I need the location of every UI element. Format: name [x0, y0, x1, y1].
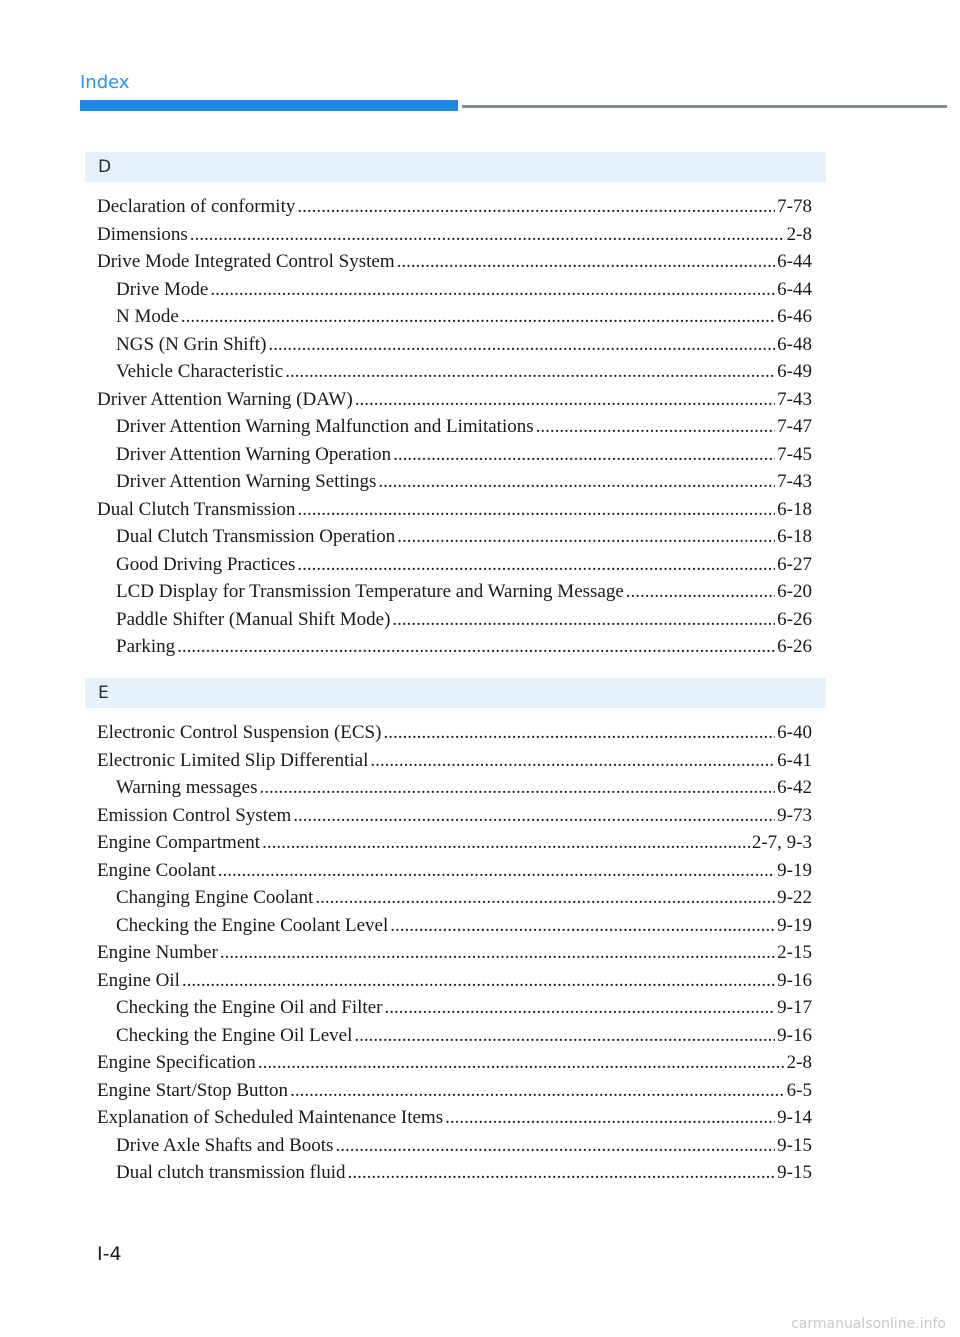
entry-label: Engine Start/Stop Button: [97, 1079, 289, 1101]
dot-leader: [297, 499, 775, 521]
header-rule-divider: [462, 105, 947, 108]
entry-label: Vehicle Characteristic: [116, 361, 284, 382]
dot-leader: [397, 251, 776, 273]
entry-label: Checking the Engine Coolant Level: [116, 914, 389, 936]
dot-leader: [536, 416, 776, 438]
entry-label: N Mode: [116, 306, 179, 327]
watermark: carmanualsonline.info: [791, 1316, 946, 1332]
entry-label: Dimensions: [97, 223, 188, 245]
entry-page-ref: 6-44: [777, 251, 812, 272]
entry-page-ref: 9-22: [777, 887, 812, 908]
dot-leader: [297, 196, 775, 218]
index-entry: [97, 970, 812, 998]
entry-page-ref: 2-8: [786, 1052, 812, 1073]
index-entry: [97, 750, 812, 778]
index-entry: [97, 832, 812, 860]
dot-leader: [290, 1080, 785, 1102]
index-entry: [97, 306, 812, 334]
index-entry: [97, 251, 812, 279]
dot-leader: [390, 915, 775, 937]
entry-label: Engine Coolant: [97, 859, 216, 881]
entry-page-ref: 6-40: [777, 722, 812, 743]
entry-label: Driver Attention Warning Malfunction and Limitations: [116, 416, 534, 437]
page-header-title: Index: [80, 72, 130, 93]
index-entry: [97, 526, 812, 554]
entry-label: Drive Axle Shafts and Boots: [116, 1134, 334, 1156]
dot-leader: [315, 887, 775, 909]
entry-label: Emission Control System: [97, 804, 292, 826]
entry-page-ref: 9-73: [777, 804, 812, 826]
entry-label: Dual clutch transmission fluid: [116, 1162, 346, 1183]
entry-page-ref: 6-48: [777, 333, 812, 355]
index-entry: [97, 224, 812, 252]
dot-leader: [335, 1135, 775, 1157]
entry-label: Checking the Engine Oil Level: [116, 1024, 353, 1046]
entry-label: Paddle Shifter (Manual Shift Mode): [116, 608, 391, 630]
entry-label: Drive Mode Integrated Control System: [97, 251, 395, 272]
entry-page-ref: 6-49: [777, 361, 812, 382]
entry-page-ref: 6-27: [777, 553, 812, 575]
dot-leader: [384, 997, 775, 1019]
dot-leader: [182, 970, 775, 992]
index-entry: [97, 416, 812, 444]
entry-page-ref: 7-47: [777, 416, 812, 437]
dot-leader: [297, 554, 775, 576]
index-entry: [97, 1107, 812, 1135]
entry-label: Warning messages: [116, 777, 258, 798]
index-entry: [97, 444, 812, 472]
index-entry: [97, 279, 812, 307]
entry-page-ref: 6-5: [786, 1079, 812, 1101]
index-entry: [97, 805, 812, 833]
entry-page-ref: 6-18: [777, 526, 812, 547]
entry-label: Parking: [116, 636, 176, 657]
dot-leader: [258, 1052, 785, 1074]
dot-leader: [181, 306, 775, 328]
entry-page-ref: 7-45: [777, 443, 812, 465]
dot-leader: [210, 279, 775, 301]
entry-page-ref: 9-19: [777, 914, 812, 936]
entry-label: Explanation of Scheduled Maintenance Items: [97, 1107, 444, 1128]
entry-label: Electronic Limited Slip Differential: [97, 749, 369, 771]
index-entry: [97, 997, 812, 1025]
entry-page-ref: 2-8: [786, 223, 812, 245]
entry-page-ref: 2-7, 9-3: [751, 832, 812, 853]
dot-leader: [218, 860, 775, 882]
index-entry: [97, 636, 812, 664]
index-entry: [97, 609, 812, 637]
entry-page-ref: 7-78: [777, 196, 812, 217]
index-entry: [97, 581, 812, 609]
entry-label: Dual Clutch Transmission Operation: [116, 526, 396, 547]
header-rule-accent: [80, 100, 458, 111]
dot-leader: [355, 389, 775, 411]
entry-label: Driver Attention Warning Operation: [116, 443, 392, 465]
dot-leader: [177, 636, 775, 658]
entry-label: NGS (N Grin Shift): [116, 333, 267, 355]
index-entry: [97, 860, 812, 888]
index-entry: [97, 196, 812, 224]
dot-leader: [626, 581, 775, 603]
index-entry: [97, 334, 812, 362]
index-entry: [97, 722, 812, 750]
entry-label: Checking the Engine Oil and Filter: [116, 997, 383, 1018]
index-entry: [97, 887, 812, 915]
entry-label: Drive Mode: [116, 278, 209, 300]
index-entry: [97, 1080, 812, 1108]
index-entry: [97, 777, 812, 805]
section-header-d: [85, 152, 826, 182]
entry-page-ref: 6-44: [777, 278, 812, 300]
entry-label: Electronic Control Suspension (ECS): [97, 722, 382, 743]
dot-leader: [354, 1025, 775, 1047]
index-entry: [97, 389, 812, 417]
entry-label: Engine Number: [97, 942, 218, 963]
entry-page-ref: 7-43: [777, 388, 812, 410]
index-entry: [97, 361, 812, 389]
index-entry: [97, 915, 812, 943]
entry-label: LCD Display for Transmission Temperature and Warning Message: [116, 581, 624, 602]
page-number: I-4: [97, 1243, 122, 1265]
entry-page-ref: 6-42: [777, 777, 812, 798]
index-entry: [97, 1025, 812, 1053]
entry-page-ref: 9-19: [777, 859, 812, 881]
index-entry: [97, 1162, 812, 1190]
entry-label: Engine Compartment: [97, 832, 261, 853]
entry-page-ref: 6-18: [777, 498, 812, 520]
dot-leader: [285, 361, 775, 383]
entry-label: Driver Attention Warning (DAW): [97, 388, 353, 410]
entry-page-ref: 6-46: [777, 306, 812, 327]
index-entry: [97, 1052, 812, 1080]
entry-page-ref: 9-15: [777, 1162, 812, 1183]
dot-leader: [370, 750, 775, 772]
entry-label: Declaration of conformity: [97, 196, 296, 217]
dot-leader: [293, 805, 775, 827]
dot-leader: [348, 1162, 776, 1184]
index-entry: [97, 499, 812, 527]
index-entry: [97, 1135, 812, 1163]
entry-page-ref: 6-20: [777, 581, 812, 602]
dot-leader: [445, 1107, 775, 1129]
index-entry: [97, 554, 812, 582]
entry-page-ref: 6-41: [777, 749, 812, 771]
entry-page-ref: 6-26: [777, 636, 812, 657]
entry-page-ref: 9-17: [777, 997, 812, 1018]
dot-leader: [378, 471, 775, 493]
section-letter: D: [98, 157, 112, 177]
entry-page-ref: 6-26: [777, 608, 812, 630]
index-list-e: [97, 722, 812, 1190]
dot-leader: [259, 777, 775, 799]
entry-page-ref: 9-15: [777, 1134, 812, 1156]
dot-leader: [190, 224, 785, 246]
entry-page-ref: 7-43: [777, 471, 812, 492]
section-header-e: [85, 678, 826, 708]
index-entry: [97, 942, 812, 970]
entry-page-ref: 2-15: [777, 942, 812, 963]
entry-label: Changing Engine Coolant: [116, 887, 314, 908]
dot-leader: [397, 526, 775, 548]
entry-label: Good Driving Practices: [116, 553, 296, 575]
entry-label: Driver Attention Warning Settings: [116, 471, 377, 492]
index-list-d: [97, 196, 812, 664]
dot-leader: [220, 942, 775, 964]
entry-label: Dual Clutch Transmission: [97, 498, 296, 520]
dot-leader: [383, 722, 775, 744]
entry-page-ref: 9-16: [777, 969, 812, 991]
dot-leader: [393, 444, 775, 466]
section-letter: E: [98, 683, 109, 703]
entry-page-ref: 9-16: [777, 1024, 812, 1046]
entry-page-ref: 9-14: [777, 1107, 812, 1128]
dot-leader: [392, 609, 775, 631]
dot-leader: [268, 334, 775, 356]
index-entry: [97, 471, 812, 499]
dot-leader: [262, 832, 750, 854]
entry-label: Engine Oil: [97, 969, 180, 991]
entry-label: Engine Specification: [97, 1052, 256, 1073]
